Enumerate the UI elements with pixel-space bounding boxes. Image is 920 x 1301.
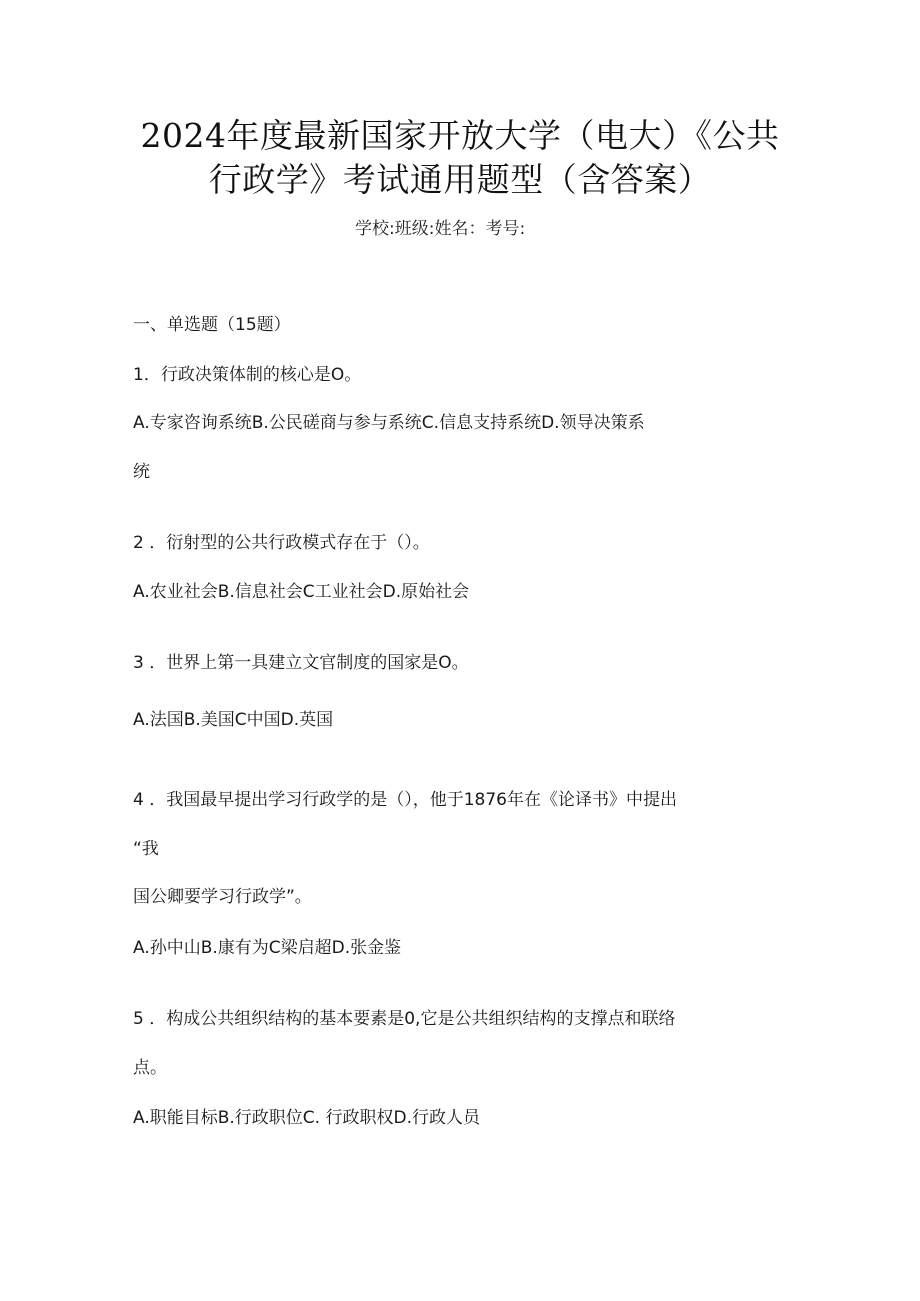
question-4-stem: 4 ．我国最早提出学习行政学的是（），他于1876年在《论译书》中提出 xyxy=(133,790,677,810)
question-1-options-continued: 统 xyxy=(133,462,150,482)
document-title-line-1: 2024年度最新国家开放大学（电大）《公共 xyxy=(140,116,780,155)
question-1-options: A.专家咨询系统B.公民磋商与参与系统C.信息支持系统D.领导决策系 xyxy=(133,413,645,433)
document-title-line-2: 行政学》考试通用题型（含答案） xyxy=(208,160,712,199)
question-1-stem: 1．行政决策体制的核心是O。 xyxy=(133,365,362,385)
question-3-options: A.法国B.美国C中国D.英国 xyxy=(133,710,334,730)
question-2-stem: 2 ．衍射型的公共行政模式存在于（）。 xyxy=(133,533,430,553)
question-5-stem: 5 ．构成公共组织结构的基本要素是0,它是公共组织结构的支撑点和联络 xyxy=(133,1009,676,1029)
question-4-options: A.孙中山B.康有为C梁启超D.张金鉴 xyxy=(133,938,402,958)
question-4-stem-continued-2: 国公卿要学习行政学”。 xyxy=(133,887,312,907)
question-5-options: A.职能目标B.行政职位C. 行政职权D.行政人员 xyxy=(133,1108,480,1128)
student-info-line: 学校:班级:姓名：考号: xyxy=(355,219,526,239)
question-3-stem: 3 ．世界上第一具建立文官制度的国家是O。 xyxy=(133,653,469,673)
section-heading: 一、单选题（15题） xyxy=(133,315,291,335)
question-2-options: A.农业社会B.信息社会C工业社会D.原始社会 xyxy=(133,582,470,602)
question-4-stem-continued: “我 xyxy=(133,839,159,859)
question-5-stem-continued: 点。 xyxy=(133,1058,167,1078)
